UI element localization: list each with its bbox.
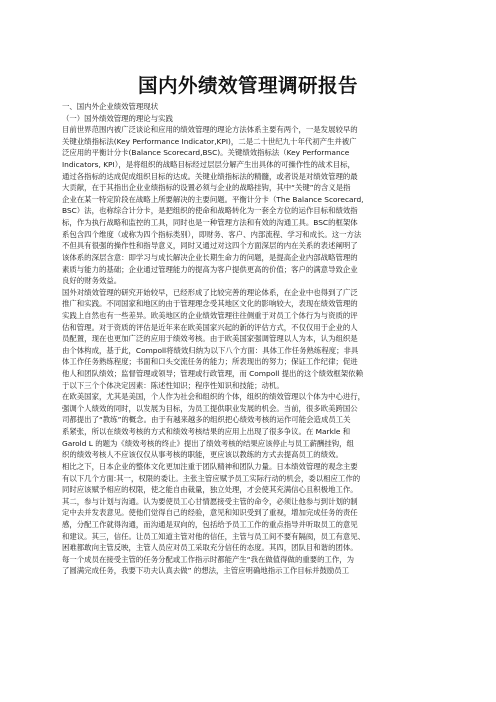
body-line: 良好的财务效益。 (62, 276, 122, 286)
body-line: 困难都敢向主管反映，主管人员应对员工采取充分信任的态度。其四，团队目和谐的团体。 (62, 543, 358, 553)
body-line: 推广和实践。不同国家和地区的由于管理理念受其地区文化的影响较大，表现在绩效管理的 (62, 299, 358, 309)
body-line: 估和管理。对于资质的评估是近年来在欧美国家兴起的新的评估方式，不仅仅用于企业的人 (62, 322, 358, 332)
body-line: 有以下几个方面:其一，权限的委让。主张主管应赋予员工实际行动的机会，委以相应工作的 (62, 473, 361, 483)
body-line: 一、国内外企业绩效管理现状 (62, 102, 159, 111)
body-line: 企业在某一特定阶段在战略上所要解决的主要问题。平衡计分卡（The Balance Scorecard, (62, 194, 364, 204)
body-line: 同时应该赋予相应的权限，使之能自由裁量，独立处理，才会使其充满信心且积极地工作。 (62, 485, 358, 495)
body-line: 不但具有很强的操作性和指导意义，同时又通过对这四个方面深层的内在关系的表述阐明了 (62, 241, 358, 251)
body-line: 该体系的深层含意：即学习与成长解决企业长期生命力的问题，是提高企业内部战略管理的 (62, 252, 358, 262)
body-line: 标，作为执行战略和监控的工具，同时也是一种管理方法和有效的沟通工具。BSC的框架体 (62, 218, 358, 228)
body-line: 系紧张，所以在绩效考核的方式和绩效考核结果的应用上出现了很多争议。在 Markle 和 (62, 427, 351, 437)
body-line: （一）国外绩效管理的理论与实践 (62, 113, 173, 123)
body-line: 相比之下，日本企业的整体文化更加注重于团队精神和团队力量。日本绩效管理的观念主要 (62, 461, 358, 471)
body-line: 了圆满完成任务，我要下功夫认真去做” 的想法，主管应明确地指示工作目标并鼓励员工 (62, 566, 350, 576)
body-line: 国外对绩效管理的研究开始较早，已经形成了比较完善的理论体系，在企业中也得到了广泛 (62, 287, 358, 297)
body-line: 每一个成员在接受主管的任务分配或工作指示时都能产生“我在做值得做的重要的工作，为 (62, 554, 355, 564)
body-line: BSC）法，也称综合计分卡，是把组织的使命和战略转化为一套全方位的运作目标和绩效指 (62, 206, 358, 216)
body-line: 员配置，现在也更加广泛的应用于绩效考核。由于欧美国家强调管理以人为本，认为组织是 (62, 334, 358, 344)
body-line: 在欧美国家，尤其是美国，个人作为社会和组织的个体，组织的绩效管理以个体为中心进行， (62, 392, 366, 402)
body-line: 由个体构成，基于此，Compoll将绩效归纳为以下八个方面：具体工作任务熟练程度；非具 (62, 345, 359, 355)
body-line: 体工作任务熟练程度；书面和口头交流任务的能力；所表现出的努力；保证工作纪律；促进 (62, 357, 358, 367)
document-body (62, 101, 447, 577)
body-line: 司都提出了“教练”的概念。由于有越来越多的组织把心绩效考核的运作可能会造成员工关 (62, 415, 351, 425)
body-line: 定中去并发表意见。使他们觉得自己的经验，意见和知识受到了重视，增加完成任务的责任 (62, 508, 358, 518)
body-line: 通过各指标的达成促成组织目标的达成。关键业绩指标法的精髓，或者说是对绩效管理的最 (62, 171, 358, 181)
body-line: 织的绩效考核人不应该仅仅从事考核的职能，更应该以教练的方式去提高员工的绩效。 (62, 450, 343, 460)
body-line: 强调个人绩效的同时，以发展为目标，为员工提供职业发展的机会。当前，很多欧美跨国公 (62, 403, 358, 413)
body-line: 其二，参与计划与沟通。认为要使员工心甘情愿接受主管的命令，必须让他参与到计划的制 (62, 496, 358, 506)
body-line: 目前世界范围内被广泛谈论和应用的绩效管理的理论方法体系主要有两个，一是发展较早的 (62, 125, 358, 135)
body-line: 感，分配工作就得沟通，而沟通是双向的，包括给予员工工作的重点指导并听取员工的意见 (62, 519, 358, 529)
document-title: 国内外绩效管理调研报告 (137, 74, 358, 97)
body-line: 大贡献，在于其指出企业业绩指标的设置必须与企业的战略挂钩，其中“关键”的含义是指 (62, 183, 351, 193)
body-line: 实践上自然也有一些差异。欧美地区的企业绩效管理往往侧重于对员工个体行为与资质的评 (62, 310, 358, 320)
body-line: 素质与能力的基础；企业通过管理能力的提高为客户提供更高的价值；客户的满意导致企业 (62, 264, 358, 274)
body-line: Garold L 的题为《绩效考核的终止》提出了绩效考核的结果应该停止与员工薪酬挂钩，组 (62, 438, 354, 448)
body-line: 于以下三个个体决定因素：陈述性知识；程序性知识和技能；动机。 (62, 380, 284, 390)
body-line: 他人和团队绩效；监督管理或领导；管理或行政管理，而 Compoll 提出的这个绩效框架依赖 (62, 369, 363, 379)
body-line: 系包含四个维度（或称为四个指标类别），即财务、客户、内部流程、学习和成长。这一方法 (62, 229, 362, 239)
body-line: 和建议。其三，信任。让员工知道主管对他的信任，主管与员工间不要有隔阂，员工有意见、 (62, 531, 366, 541)
body-line: Indicators, KPI），是将组织的战略目标经过层层分解产生出具体的可操作性的战术目标， (62, 160, 355, 170)
body-line: 关键业绩指标法(Key Performance Indicator,KPI)，二是二十世纪九十年代初产生并被广 (62, 136, 357, 146)
body-line: 泛应用的平衡计分卡(Balance Scorecard,BSC)。关键绩效指标法（Key Performance (62, 148, 350, 158)
